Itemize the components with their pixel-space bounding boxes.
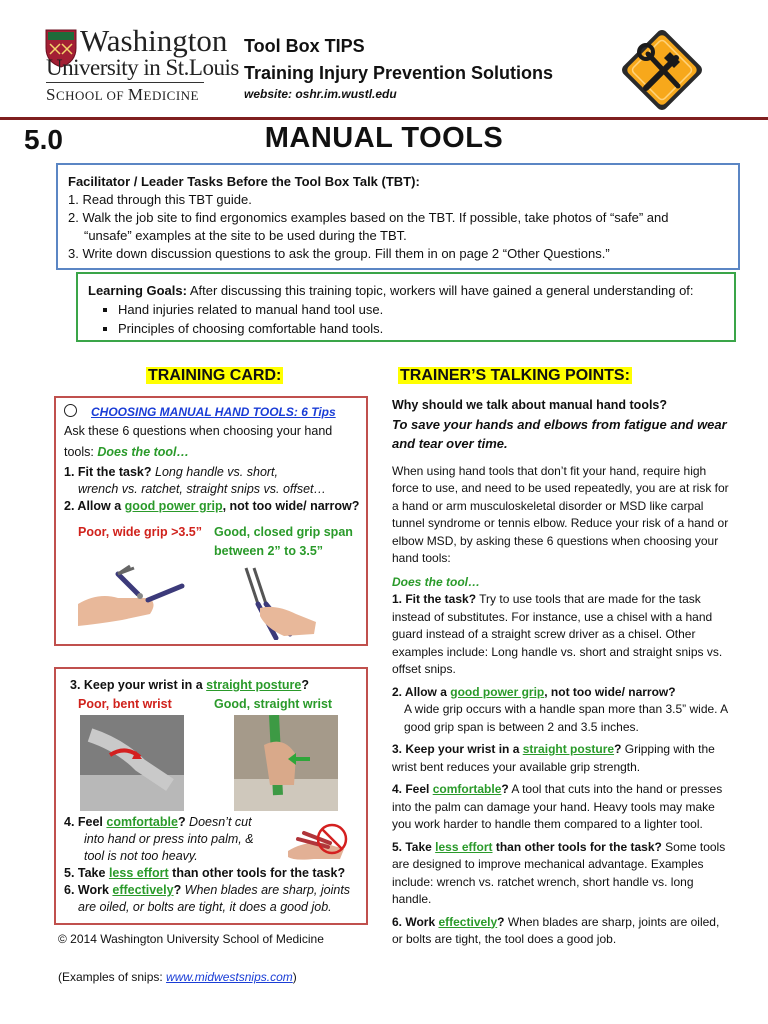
logo-name-line2: University in St.Louis — [46, 55, 239, 80]
snips-lead: (Examples of snips: — [58, 970, 167, 984]
card-q6-text: When blades are sharp, joints — [181, 883, 351, 897]
tp-p5-tail: than other tools for the task? — [492, 839, 662, 854]
card-heading[interactable]: CHOOSING MANUAL HAND TOOLS: 6 Tips — [91, 405, 336, 419]
card-q2-tail: , not too wide/ narrow? — [222, 499, 360, 513]
logo-divider — [46, 82, 204, 83]
card-q2-lead: 2. Allow a — [64, 499, 125, 513]
tp-does-the-tool: Does the tool… — [392, 574, 481, 589]
tp-answer: To save your hands and elbows from fatigue and wear and tear over time. — [392, 416, 727, 451]
tp-p6-text: When blades are sharp, joints are oiled, or bolts are tight, the tool does a good job. — [392, 914, 720, 946]
tp-p4-link[interactable]: comfortable — [432, 782, 502, 796]
training-card-bottom — [54, 667, 368, 925]
snips-tail: ) — [292, 970, 297, 984]
header-title: Tool Box TIPS — [244, 36, 365, 56]
tp-p3-tail: ? — [614, 742, 622, 756]
facilitator-box — [56, 163, 740, 270]
card-q3-tail: ? — [301, 678, 309, 692]
header-subtitle: Training Injury Prevention Solutions — [244, 63, 554, 83]
card-q2-link[interactable]: good power grip — [124, 499, 223, 513]
card-q4-text: Doesn’t cut — [185, 815, 252, 829]
straight-wrist-photo — [234, 715, 338, 811]
tp-p1-text: Try to use tools that are made for the task instead of substitutes. For instance, use a chisel with a hand guard instead of a straight screw driver as a chisel. Other examples include: Long handle vs. short and straight snips vs. offset snips. — [392, 592, 723, 676]
no-pinch-tool-icon — [284, 821, 356, 863]
bent-wrist-photo — [80, 715, 184, 811]
tp-p5-text: Some tools are designed to improve mechanical advantage. Examples include: wrench vs. ratchet wrench, short handle vs. long handle. — [392, 839, 726, 906]
card-q6-link[interactable]: effectively — [112, 883, 174, 897]
card-q5-lead: 5. Take — [64, 866, 109, 880]
poor-grip-label: Poor, wide grip >3.5” — [78, 525, 202, 539]
tp-p4-tail: ? — [501, 782, 509, 796]
tp-p6-link[interactable]: effectively — [438, 914, 498, 929]
facilitator-item: 3. Write down discussion questions to ask the group. Fill them in on page 2 “Other Questions.” — [68, 246, 610, 261]
card-q3-link[interactable]: straight posture — [206, 678, 302, 692]
card-q4-lead: 4. Feel — [64, 815, 107, 829]
learning-goal-item: ▪ Principles of choosing comfortable hand tools. — [118, 319, 724, 338]
card-intro-line1: Ask these 6 questions when choosing your hand — [64, 424, 333, 438]
tp-p1-lead: 1. Fit the task? — [392, 592, 477, 606]
tp-p4-lead: 4. Feel — [392, 782, 433, 796]
card-q4-link[interactable]: comfortable — [106, 815, 178, 829]
card-intro-line2: tools: — [64, 445, 98, 459]
good-closed-grip-photo — [236, 564, 326, 640]
facilitator-item: 1. Read through this TBT guide. — [68, 192, 252, 207]
checkbox-circle-icon[interactable] — [64, 404, 77, 417]
card-q6-lead: 6. Work — [64, 883, 113, 897]
card-q1-text: Long handle vs. short, — [151, 465, 279, 479]
tp-question: Why should we talk about manual hand tools? — [392, 398, 668, 412]
card-q6-text2: are oiled, or bolts are tight, it does a good job. — [78, 900, 332, 914]
card-q4-text3: tool is not too heavy. — [84, 849, 198, 863]
facilitator-item: “unsafe” examples at the site to be used during the TBT. — [84, 228, 407, 243]
good-grip-label1: Good, closed grip span — [214, 525, 353, 539]
header-rule — [0, 117, 768, 120]
tools-warning-sign-icon — [610, 18, 714, 122]
good-wrist-label: Good, straight wrist — [214, 697, 333, 711]
tp-p2-lead: 2. Allow a — [392, 684, 451, 699]
learning-goals-label: Learning Goals: — [88, 283, 187, 298]
tp-p6-tail: ? — [497, 914, 505, 929]
tp-paragraph: When using hand tools that don’t fit your hand, require high force to use, and need to be used repeatedly, you are at risk for a hand or arm musculoskeletal disorder or MSD like carpal tunnel syndrome or tennis elbow. Reduce your risk of a hand or elbow MSD, by asking these 6 questions when choosing your hand tools: — [392, 463, 729, 565]
card-does-the-tool: Does the tool… — [97, 445, 190, 459]
training-card-top — [54, 396, 368, 646]
card-q1-text2: wrench vs. ratchet, straight snips vs. offset… — [78, 482, 327, 496]
card-q4-text2: into hand or press into palm, & — [84, 832, 254, 846]
tp-p2-tail: , not too wide/ narrow? — [544, 684, 676, 699]
card-q1-lead: 1. Fit the task? — [64, 465, 152, 479]
card-q5-tail: than other tools for the task? — [168, 866, 346, 880]
poor-wide-grip-photo — [78, 564, 188, 640]
learning-goals-box — [76, 272, 736, 342]
copyright: © 2014 Washington University School of Medicine — [58, 932, 324, 946]
header-website: website: oshr.im.wustl.edu — [244, 87, 397, 101]
poor-wrist-label: Poor, bent wrist — [78, 697, 172, 711]
tp-p4-text: A tool that cuts into the hand or presses into the palm can damage your hand. Heavy tools may make you work harder to handle them compared to a lighter tool. — [392, 782, 723, 831]
snips-link[interactable]: www.midwestsnips.com — [166, 970, 293, 984]
good-grip-label2: between 2” to 3.5” — [214, 544, 324, 558]
logo-name-line1: Washington — [80, 23, 228, 58]
learning-goal-item: ▪ Hand injuries related to manual hand tool use. — [118, 300, 724, 319]
card-q3-lead: 3. Keep your wrist in a — [70, 678, 207, 692]
section-title: MANUAL TOOLS — [264, 122, 504, 154]
logo-name-line3: SCHOOL OF MEDICINE — [46, 85, 200, 104]
tp-p3-link[interactable]: straight posture — [522, 742, 615, 756]
tp-p3-lead: 3. Keep your wrist in a — [392, 742, 523, 756]
tp-p5-link[interactable]: less effort — [435, 839, 493, 854]
card-q5-link[interactable]: less effort — [108, 866, 169, 880]
facilitator-heading: Facilitator / Leader Tasks Before the Tool Box Talk (TBT): — [68, 174, 420, 189]
learning-goals-text: After discussing this training topic, workers will have gained a general understanding of: — [186, 283, 694, 298]
card-q4-q: ? — [177, 815, 186, 829]
training-card-title: TRAINING CARD: — [148, 367, 282, 384]
section-number: 5.0 — [24, 124, 63, 155]
tp-p2-link[interactable]: good power grip — [450, 684, 545, 699]
tp-p6-lead: 6. Work — [392, 914, 439, 929]
card-q6-q: ? — [173, 883, 182, 897]
tp-p2-text: A wide grip occurs with a handle span more than 3.5” wide. A good grip span is between 2 and 3.5 inches. — [404, 702, 728, 734]
talking-points-title: TRAINER’S TALKING POINTS: — [400, 367, 630, 384]
facilitator-item: 2. Walk the job site to find ergonomics examples based on the TBT. If possible, take photos of “safe” and — [68, 210, 669, 225]
tp-p5-lead: 5. Take — [392, 839, 436, 854]
tp-p3-text: Gripping with the wrist bent reduces your available grip strength. — [392, 742, 715, 774]
